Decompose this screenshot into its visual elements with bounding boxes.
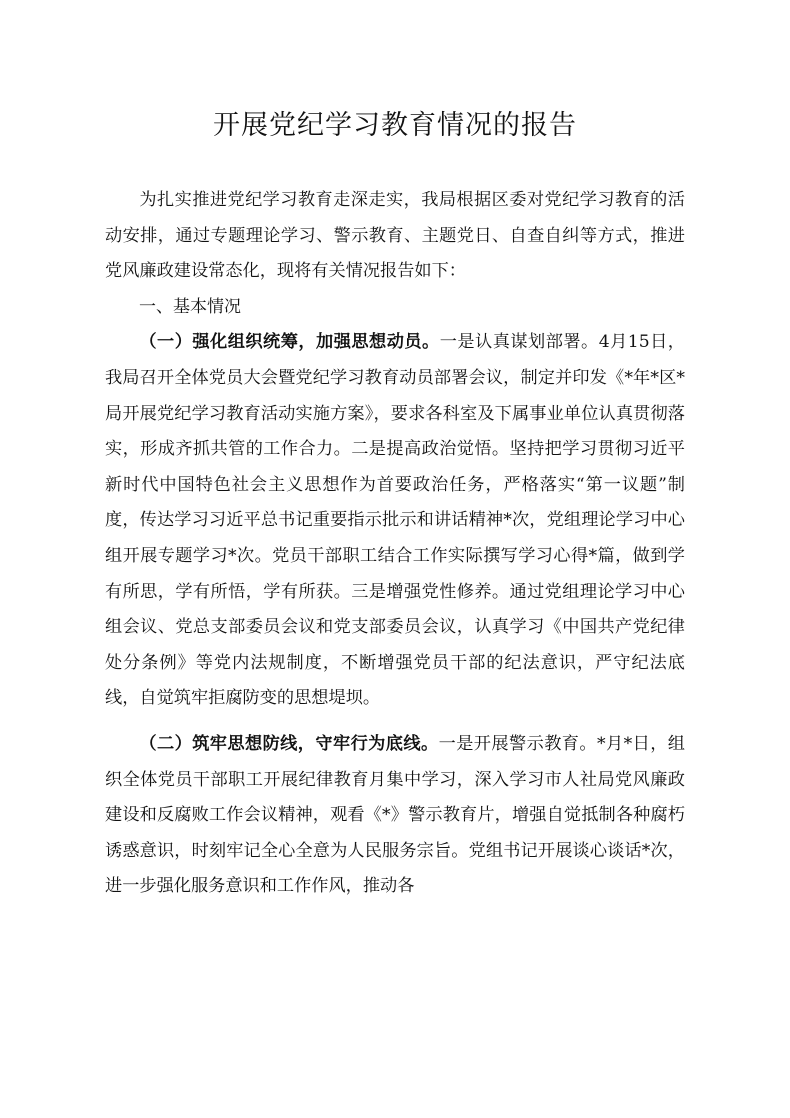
subsection-1-heading: （一）强化组织统筹，加强思想动员。 (139, 332, 440, 353)
intro-paragraph: 为扎实推进党纪学习教育走深走实，我局根据区委对党纪学习教育的活动安排，通过专题理论学习、警示教育、主题党日、自查自纠等方式，推进党风廉政建设常态化，现将有关情况报告如下： (105, 190, 685, 282)
subsection-2-heading: （二）筑牢思想防线，守牢行为底线。 (139, 733, 439, 754)
subsection-1-text: 一是认真谋划部署。4月15日，我局召开全体党员大会暨党纪学习教育动员部署会议，制定并印发《*年*区*局开展党纪学习教育活动实施方案》，要求各科室及下属事业单位认真贯彻落实，形成齐抓共管的工作合力。二是提高政治觉悟。坚持把学习贯彻习近平新时代中国特色社会主义思想作为首要政治任务，严格落实“第一议题”制度，传达学习习近平总书记重要指示批示和讲话精神*次，党组理论学习中心组开展专题学习*次。党员干部职工结合工作实际撰写学习心得*篇，做到学有所思，学有所悟，学有所获。三是增强党性修养。通过党组理论学习中心组会议、党总支部委员会议和党支部委员会议，认真学习《中国共产党纪律处分条例》等党内法规制度，不断增强党员干部的纪法意识，严守纪法底线，自觉筑牢拒腐防变的思想堤坝。 (105, 332, 685, 709)
document-body (105, 183, 685, 905)
section-heading-basic-situation: 一、基本情况 (139, 296, 241, 317)
subsection-2-paragraph (105, 727, 685, 905)
subsection-1-paragraph (105, 325, 685, 717)
document-title: 开展党纪学习教育情况的报告 (213, 110, 577, 141)
subsection-2-text: 一是开展警示教育。*月*日，组织全体党员干部职工开展纪律教育月集中学习，深入学习市人社局党风廉政建设和反腐败工作会议精神，观看《*》警示教育片，增强自觉抵制各种腐朽诱惑意识，时刻牢记全心全意为人民服务宗旨。党组书记开展谈心谈话*次，进一步强化服务意识和工作作风，推动各 (105, 733, 685, 897)
